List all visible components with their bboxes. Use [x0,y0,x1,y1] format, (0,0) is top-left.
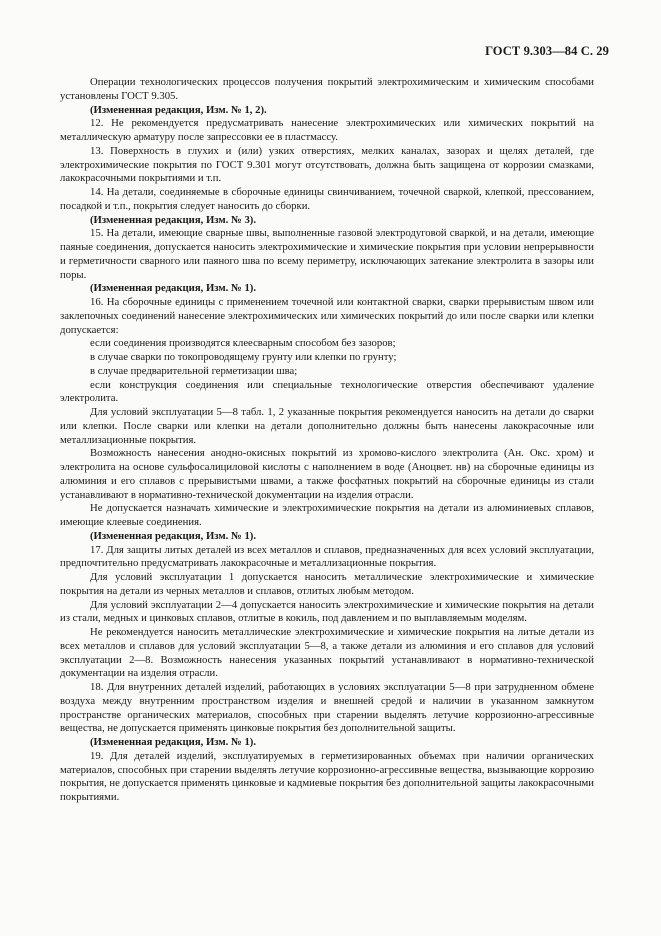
paragraph: Не рекомендуется наносить металлические электрохимические и химические покрытия на литые детали из всех металлов и сплавов для условий эксплуатации 5—8, а также детали из алюминия и его сплавов для условий эксплуатации 2—8. Возможность нанесения указанных покрытий устанавливают в нормативно-технической документации на изделия отрасли. [60,626,594,680]
paragraph: 14. На детали, соединяемые в сборочные единицы свинчиванием, точечной сваркой, клепкой, прессованием, посадкой и т.п., покрытия следует наносить до сборки. [60,186,594,212]
page-header: ГОСТ 9.303—84 С. 29 [485,44,609,58]
paragraph: Возможность нанесения анодно-окисных покрытий из хромово-кислого электролита (Ан. Окс. хром) и электролита на основе сульфосалициловой кислоты с наполнением в воде (Аноцвет. нв) на сборочные единицы из алюминия и его сплавов с прерывистыми швами, а также фосфатных покрытий на сборочные единицы из стали устанавливают в нормативно-технической документации на изделия отрасли. [60,447,594,501]
list-item: в случае сварки по токопроводящему грунту или клепки по грунту; [90,351,397,363]
paragraph: 19. Для деталей изделий, эксплуатируемых в герметизированных объемах при наличии органических материалов, способных при старении выделять летучие коррозионно-агрессивные вещества, вызывающие коррозию покрытия, не допускается применять цинковые и кадмиевые покрытия без дополнительной защиты лакокрасочными покрытиями. [60,749,594,803]
paragraph: 15. На детали, имеющие сварные швы, выполненные газовой электродуговой сваркой, и на детали, имеющие паяные соединения, допускается наносить электрохимические и химические покрытия при условии непрерывности и герметичности сварного или паяного шва по всему периметру, исключающих затекание электролита в зазоры или поры. [60,227,594,281]
paragraph: Не допускается назначать химические и электрохимические покрытия на детали из алюминиевых сплавов, имеющие клеевые соединения. [60,502,594,528]
paragraph: Для условий эксплуатации 5—8 табл. 1, 2 указанные покрытия рекомендуется наносить на детали до сварки или клепки. После сварки или клепки на детали дополнительно должны быть нанесены лакокрасочные или металлизационные покрытия. [60,406,594,446]
paragraph: 16. На сборочные единицы с применением точечной или контактной сварки, сварки прерывистым швом или заклепочных соединений нанесение электрохимических или химических покрытий до или после сварки или клепки допускается: [60,296,594,336]
paragraph: Для условий эксплуатации 2—4 допускается наносить электрохимические и химические покрытия на детали из стали, медных и цинковых сплавов, отлитые в кокиль, под давлением и по выплавляемым моделям. [60,598,594,625]
paragraph: Операции технологических процессов получения покрытий электрохимическим и химическим способами установлены ГОСТ 9.305. [60,76,594,102]
list-item: если соединения производятся клеесварным способом без зазоров; [90,337,396,350]
list-item: если конструкция соединения или специальные технологические отверстия обеспечивают удаление электролита. [60,378,594,405]
paragraph: 17. Для защиты литых деталей из всех металлов и сплавов, предназначенных для всех условий эксплуатации, предпочтительно предусматривать лакокрасочные и металлизационные покрытия. [60,543,594,570]
revision-note: (Измененная редакция, Изм. № 1). [90,736,257,748]
paragraph: Для условий эксплуатации 1 допускается наносить металлические электрохимические и химические покрытия на детали из черных металлов и сплавов, отлитых любым методом. [60,571,594,597]
document-body [60,76,594,805]
revision-note: (Измененная редакция, Изм. № 1). [90,282,257,295]
revision-note: (Измененная редакция, Изм. № 1). [90,529,257,542]
revision-note: (Измененная редакция, Изм. № 1, 2). [90,103,267,116]
list-item: в случае предварительной герметизации шва; [90,364,298,377]
paragraph: 13. Поверхность в глухих и (или) узких отверстиях, мелких каналах, зазорах и щелях деталей, где электрохимические покрытия по ГОСТ 9.301 могут отсутствовать, должна быть защищена от коррозии смазками, лакокрасочными покрытиями и т.п. [60,144,594,185]
paragraph: 12. Не рекомендуется предусматривать нанесение электрохимических или химических покрытий на металлическую арматуру после запрессовки ее в пластмассу. [60,117,594,143]
revision-note: (Измененная редакция, Изм. № 3). [90,213,257,226]
paragraph: 18. Для внутренних деталей изделий, работающих в условиях эксплуатации 5—8 при затрудненном обмене воздуха между внутренним пространством изделия и внешней средой и наличии в указанном замкнутом пространстве органических материалов, способных при старении выделять летучие коррозионно-агрессивные вещества, не допускается применять цинковые покрытия без дополнительной защиты. [60,681,594,735]
